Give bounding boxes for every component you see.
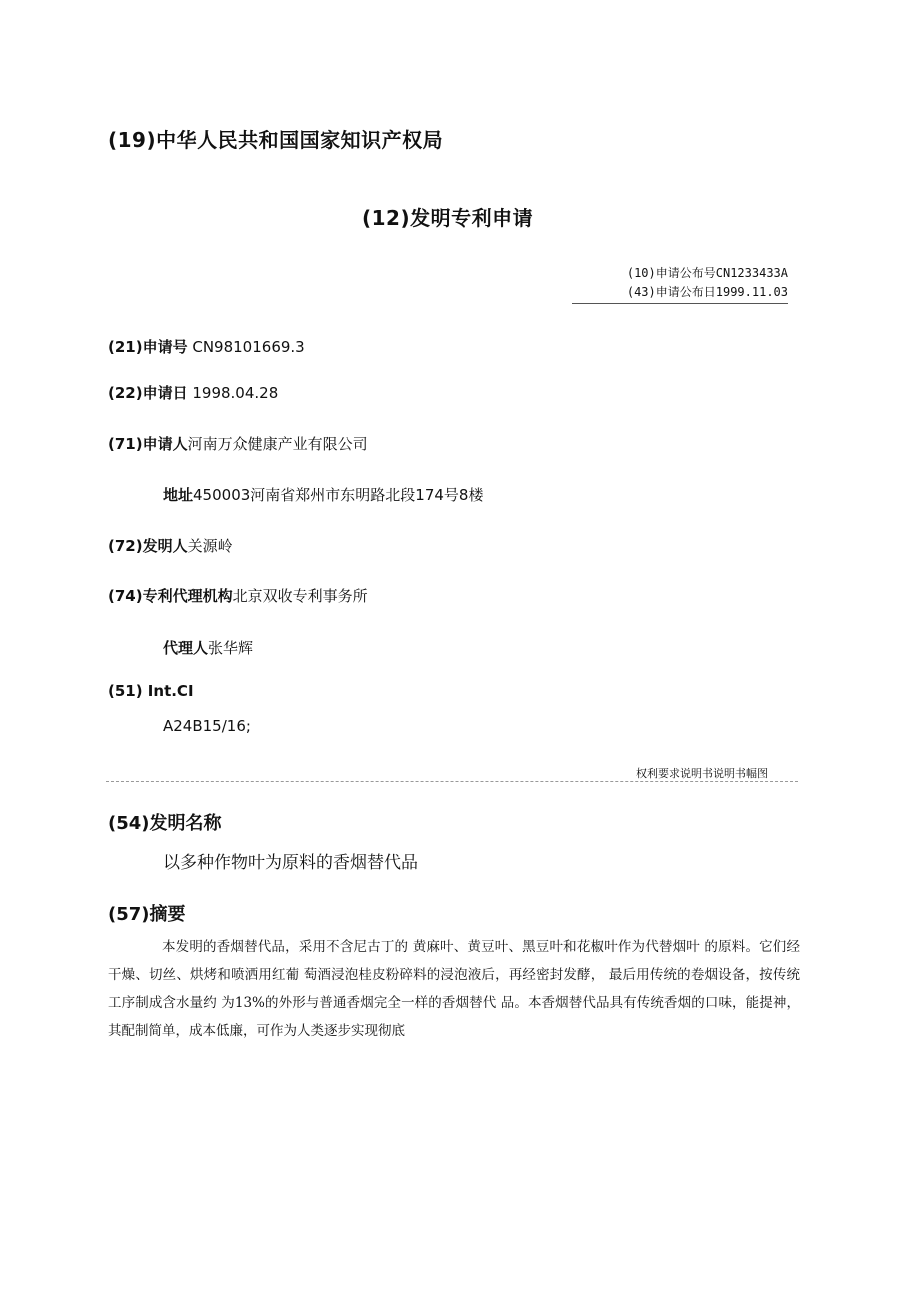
invention-title: 以多种作物叶为原料的香烟替代品: [163, 853, 418, 873]
inventor: [108, 535, 233, 556]
application-date: [108, 382, 278, 403]
section-divider: [106, 781, 798, 782]
applicant: [108, 433, 368, 454]
document-links[interactable]: 权利要求说明书说明书幅图: [636, 767, 768, 780]
patent-office-heading: (19)中华人民共和国国家知识产权局: [108, 128, 444, 152]
application-number-value: CN98101669.3: [187, 338, 305, 356]
publication-info: [572, 264, 788, 302]
agent: [163, 637, 253, 658]
address-value: 450003河南省郑州市东明路北段174号8楼: [193, 486, 484, 504]
document-type-heading: (12)发明专利申请: [362, 206, 534, 230]
address: [163, 484, 483, 505]
inventor-value: 关源岭: [187, 537, 233, 555]
agent-value: 张华辉: [208, 639, 254, 657]
application-date-label: (22)申请日: [108, 384, 188, 402]
abstract-label: (57)摘要: [108, 904, 186, 925]
publication-underline: [572, 303, 788, 304]
abstract-text: 本发明的香烟替代品，采用不含尼古丁的 黄麻叶、黄豆叶、黑豆叶和花椒叶作为代替烟叶 的原料。它们经干燥、切丝、烘烤和喷洒用红葡 萄酒浸泡桂皮粉碎料的浸泡液后，再经密封发酵， 最后用传统的卷烟设备，按传统工序制成含水量约 为13%的外形与普通香烟完全一样的香烟替代 品。本香烟替代品具有传统香烟的口味，能提神， 其配制简单，成本低廉，可作为人类逐步实现彻底: [108, 939, 800, 1039]
application-number-label: (21)申请号: [108, 338, 188, 356]
address-label: 地址: [163, 486, 194, 504]
inventor-label: (72)发明人: [108, 537, 188, 555]
applicant-value: 河南万众健康产业有限公司: [187, 435, 368, 453]
application-number: [108, 336, 305, 357]
applicant-label: (71)申请人: [108, 435, 188, 453]
publication-number: (10)申请公布号CN1233433A: [626, 266, 788, 280]
patent-agency-label: (74)专利代理机构: [108, 587, 233, 605]
patent-agency-value: 北京双收专利事务所: [232, 587, 368, 605]
patent-agency: [108, 585, 368, 606]
int-cl-value: A24B15/16;: [163, 717, 251, 735]
application-date-value: 1998.04.28: [187, 384, 279, 402]
publication-date: (43)申请公布日1999.11.03: [626, 285, 788, 299]
invention-title-label: (54)发明名称: [108, 813, 222, 834]
agent-label: 代理人: [163, 639, 209, 657]
int-cl-label: (51) Int.CI: [108, 682, 194, 700]
